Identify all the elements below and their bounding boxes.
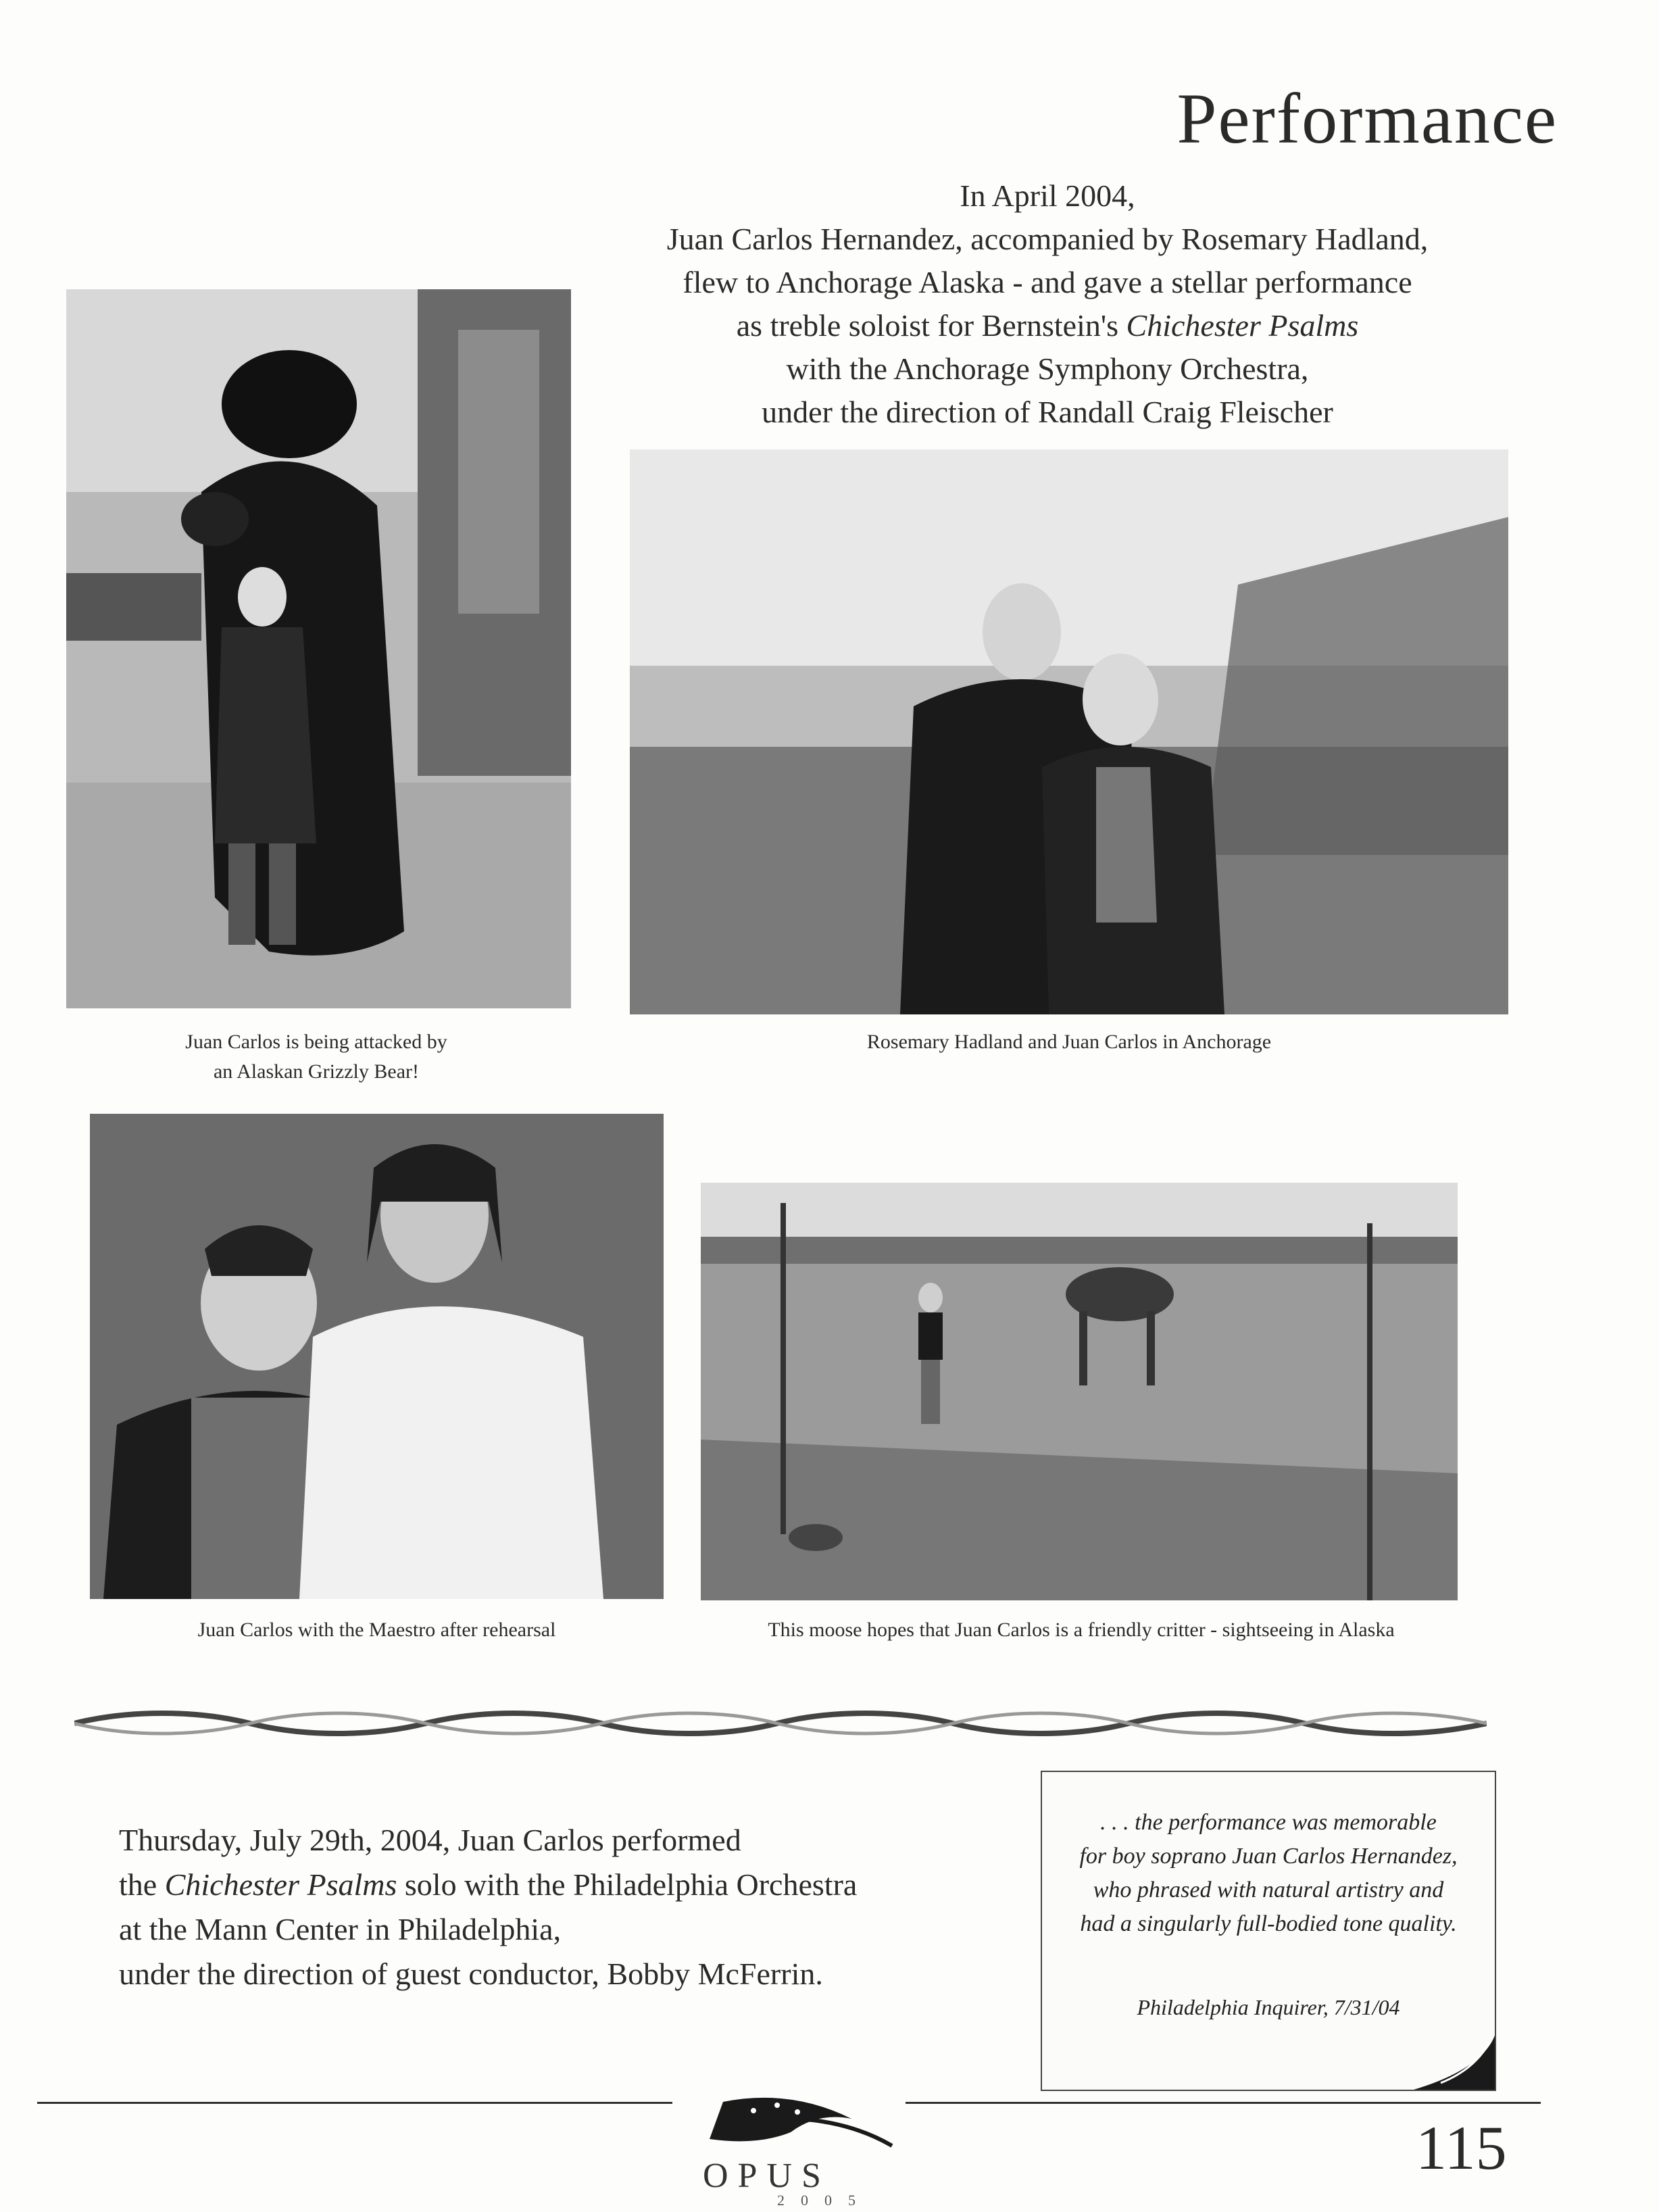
intro-line: Juan Carlos Hernandez, accompanied by Rosemary Hadland, <box>666 222 1429 256</box>
photo-maestro <box>90 1114 664 1599</box>
photo-caption: Juan Carlos with the Maestro after rehearsal <box>197 1619 556 1641</box>
intro-text: as treble soloist for Bernstein's <box>736 308 1126 343</box>
decorative-divider <box>74 1710 1487 1737</box>
caption-line: an Alaskan Grizzly Bear! <box>213 1060 420 1083</box>
press-quote-box <box>1041 1771 1496 2091</box>
work-title: Chichester Psalms <box>164 1867 397 1902</box>
intro-line: flew to Anchorage Alaska - and gave a stellar performance <box>683 265 1412 299</box>
quote-line: had a singularly full-bodied tone quality. <box>1080 1911 1457 1936</box>
july-line <box>119 1863 857 1907</box>
photo-caption: This moose hopes that Juan Carlos is a friendly critter - sightseeing in Alaska <box>768 1619 1395 1641</box>
quote-line: who phrased with natural artistry and <box>1093 1877 1444 1902</box>
quote-source: Philadelphia Inquirer, 7/31/04 <box>1137 1995 1400 2019</box>
logo-text: OPUS <box>703 2157 831 2195</box>
quote-line: . . . the performance was memorable <box>1100 1810 1437 1835</box>
intro-line: with the Anchorage Symphony Orchestra, <box>786 351 1309 386</box>
photo-caption <box>80 1027 553 1087</box>
july-line: under the direction of guest conductor, Bobby McFerrin. <box>119 1957 823 1991</box>
work-title: Chichester Psalms <box>1126 308 1359 343</box>
page-title: Performance <box>1177 79 1558 158</box>
intro-line <box>581 304 1514 347</box>
july-line: at the Mann Center in Philadelphia, <box>119 1912 562 1946</box>
opus-logo <box>696 2092 899 2207</box>
logo-swoosh-icon <box>696 2092 899 2156</box>
intro-line: under the direction of Randall Craig Fleischer <box>762 395 1333 429</box>
july-performance-paragraph <box>119 1818 857 1996</box>
photo-caption: Rosemary Hadland and Juan Carlos in Anchorage <box>866 1031 1272 1053</box>
intro-paragraph <box>581 174 1514 434</box>
page-number: 115 <box>1416 2113 1507 2182</box>
july-text: the <box>119 1867 165 1902</box>
page-curl-icon <box>1414 2036 1495 2090</box>
logo-year: 2005 <box>777 2192 872 2209</box>
july-text: solo with the Philadelphia Orchestra <box>397 1867 858 1902</box>
photo-grizzly-bear <box>66 289 571 1008</box>
photo-rosemary-and-juan-carlos <box>630 449 1508 1014</box>
photo-moose <box>701 1183 1458 1600</box>
quote-line: for boy soprano Juan Carlos Hernandez, <box>1079 1844 1458 1869</box>
press-quote <box>1042 1806 1495 1941</box>
footer-rule <box>37 2102 672 2104</box>
footer-rule <box>906 2102 1541 2104</box>
caption-line: Juan Carlos is being attacked by <box>185 1031 447 1053</box>
july-line: Thursday, July 29th, 2004, Juan Carlos performed <box>119 1823 741 1857</box>
intro-line: In April 2004, <box>960 178 1135 213</box>
